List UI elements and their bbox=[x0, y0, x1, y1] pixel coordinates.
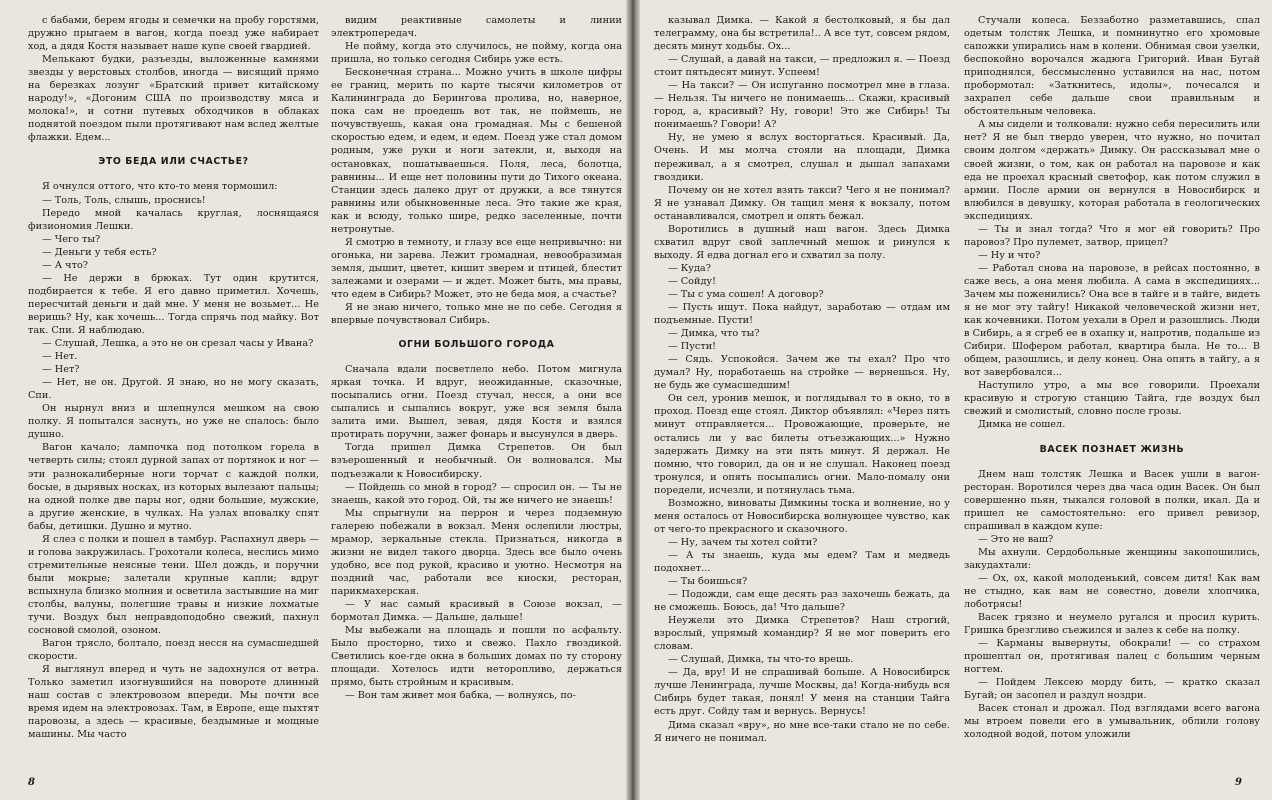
column-3 bbox=[654, 14, 950, 784]
paragraph: — Сойду! bbox=[668, 275, 717, 287]
paragraph: — Карманы вывернуты, обокрали! — со страхом прошептал он, протягивая палец с большим черным ногтем. bbox=[964, 638, 1260, 676]
section-heading: ВАСЕК ПОЗНАЕТ ЖИЗНЬ bbox=[1039, 443, 1185, 455]
column-4 bbox=[964, 14, 1260, 784]
paragraph: Я очнулся оттого, что кто-то меня тормошил: bbox=[42, 181, 278, 193]
paragraph: — Пойдем Лексею морду бить, — кратко сказал Бугай; он засопел и раздул ноздри. bbox=[964, 677, 1260, 702]
paragraph: Мы выбежали на площадь и пошли по асфальту. Было просторно, тихо и свежо. Пахло гвоздикой. Светились кое-где окна в больших домах по ту сторону площади. Хотелось идти неторопливо, держаться прямо, быть стройным и красивым. bbox=[331, 625, 622, 689]
paragraph: — Ну, зачем ты хотел сойти? bbox=[668, 536, 818, 548]
paragraph: с бабами, берем ягоды и семечки на пробу горстями, дружно прыгаем в вагон, когда поезд уже набирает ход, а дядя Костя называет наше купе своей гвардией. bbox=[28, 15, 319, 53]
paragraph: — Вон там живет моя бабка, — волнуясь, по- bbox=[345, 690, 576, 702]
paragraph: Я выглянул вперед и чуть не задохнулся от ветра. Только заметил изогнувшийся на повороте длинный наш состав с электровозом впереди. Мы почти все время идем на электровозах. Там, в Европе, еще пыхтят паровозы, а здесь — красивые, бездымные и мощные машины. Мы часто bbox=[28, 664, 319, 741]
paragraph: — Это не ваш? bbox=[978, 533, 1054, 545]
book-gutter bbox=[626, 0, 640, 800]
paragraph: Наступило утро, а мы все говорили. Проехали красивую и строгую станцию Тайга, где воздух был свежий и смолистый, словно после грозы. bbox=[964, 380, 1260, 418]
column-2 bbox=[331, 14, 622, 784]
paragraph: — Ты с ума сошел! А договор? bbox=[668, 288, 824, 300]
paragraph: — Нет, не он. Другой. Я знаю, но не могу сказать, Спи. bbox=[28, 377, 319, 402]
paragraph: — Ты и знал тогда? Что я мог ей говорить? Про паровоз? Про пулемет, затвор, прицел? bbox=[964, 223, 1260, 248]
paragraph: — Нет? bbox=[42, 364, 80, 376]
paragraph: казывал Димка. — Какой я бестолковый, я бы дал телеграмму, она бы встретила!.. А все тут, совсем рядом, десять минут ходьбы. Ох... bbox=[654, 15, 950, 53]
section-heading: ОГНИ БОЛЬШОГО ГОРОДА bbox=[398, 339, 555, 351]
paragraph: — А ты знаешь, куда мы едем? Там и медведь подохнет... bbox=[654, 549, 950, 574]
paragraph: Днем наш толстяк Лешка и Васек ушли в вагон-ресторан. Воротился через два часа один Васек. Он был совершенно пьян, тыкался головой в полки, икал. Да и пришел не самостоятельно: его привел ревизор, спрашивал в каждом купе: bbox=[964, 468, 1260, 532]
paragraph: Неужели это Димка Стрепетов? Наш строгий, взрослый, упрямый командир? Я не мог поверить его словам. bbox=[654, 615, 950, 653]
paragraph: — Слушай, а давай на такси, — предложил я. — Поезд стоит пятьдесят минут. Успеем! bbox=[654, 54, 950, 79]
paragraph: — Димка, что ты? bbox=[668, 328, 760, 340]
right-page bbox=[636, 0, 1272, 800]
paragraph: Сначала вдали посветлело небо. Потом мигнула яркая точка. И вдруг, неожиданные, сказочные, посыпались огни. Поезд стучал, несся, а они все сыпались и сыпались вокруг, уже вся земля была залита ими. Вышел, зевая, дядя Костя и взялся протирать поручни, зажег фонарь и высунулся в дверь. bbox=[331, 364, 622, 441]
paragraph: Возможно, виноваты Димкины тоска и волнение, но у меня осталось от Новосибирска волнующее чувство, как от чего-то прекрасного и сказочного. bbox=[654, 497, 950, 535]
paragraph: Вагон качало; лампочка под потолком горела в четверть силы; стоял дурной запах от портянок и ног — эти разнокалиберные ноги торчат с каждой полки, босые, в дырявых носках, из которых вылезают пальцы; на одной полке две пары ног, одни большие, мужские, а другие женские, в чулках. На узлах вповалку спят бабы, детишки. Душно и мутно. bbox=[28, 442, 319, 532]
paragraph: Васек грязно и неумело ругался и просил курить. Гришка брезгливо съежился и залез к себе на полку. bbox=[964, 612, 1260, 637]
section-heading: ЭТО БЕДА ИЛИ СЧАСТЬЕ? bbox=[98, 156, 249, 168]
paragraph: Ну, не умею я вслух восторгаться. Красивый. Да, Очень. И мы молча стояли на площади, Димка переживал, а я смотрел, слушал и дышал запахами гвоздики. bbox=[654, 132, 950, 183]
paragraph: — Деньги у тебя есть? bbox=[42, 246, 157, 258]
paragraph: Передо мной качалась круглая, лоснящаяся физиономия Лешки. bbox=[28, 207, 319, 232]
paragraph: — Да, вру! И не спрашивай больше. А Новосибирск лучше Ленинграда, лучше Москвы, да! Когда-нибудь вся Сибирь будет такая, понял! У меня на станции Тайга есть друг. Сойду там и вернусь. Вернусь! bbox=[654, 667, 950, 718]
paragraph: Дима сказал «вру», но мне все-таки стало не по себе. Я ничего не понимал. bbox=[654, 719, 950, 744]
paragraph: — Пусти! bbox=[668, 341, 717, 353]
paragraph: — Не держи в брюках. Тут один крутится, подбирается к тебе. Я его давно приметил. Хочешь, пересчитай деньги и дай мне. У меня не возьмет... Не веришь? Ну, как хочешь... Тогда спрячь под майку. Вот так. Спи. Я наблюдаю. bbox=[28, 272, 319, 336]
paragraph: Вагон трясло, болтало, поезд несся на сумасшедшей скорости. bbox=[28, 638, 319, 663]
paragraph: Я слез с полки и пошел в тамбур. Распахнул дверь — и голова закружилась. Грохотали колеса, неслись мимо стремительные неясные тени. Шел дождь, и поручни были мокрые; залетали крупные капли; вдруг вспыхнула близко молния и осветила застывшие на миг столбы, валуны, полегшие травы и низкие лохматые тучи. Воздух был неправдоподобно свежий, пахнул сосновой смолой, озоном. bbox=[28, 533, 319, 637]
paragraph: — На такси? — Он испуганно посмотрел мне в глаза. — Нельзя. Ты ничего не понимаешь... Скажи, красивый город, а, красивый? Ну, говори! Это же Сибирь! Ты понимаешь? Говори! А? bbox=[654, 80, 950, 131]
paragraph: Я смотрю в темноту, и глазу все еще непривычно: ни огонька, ни зарева. Лежит громадная, невообразимая земля, дышит, цветет, кишит зверем и птицей, блестит залежами и озерами — и ждет. Может быть, мы правы, что едем в Сибирь? Может, это не беда моя, а счастье? bbox=[331, 236, 622, 300]
paragraph: — Ну и что? bbox=[978, 249, 1041, 261]
paragraph: — Подожди, сам еще десять раз захочешь бежать, да не сможешь. Боюсь, да! Что дальше? bbox=[654, 589, 950, 614]
paragraph: — Ох, ох, какой молоденький, совсем дитя! Как вам не стыдно, как вам не совестно, довели хлопчика, лоботрясы! bbox=[964, 572, 1260, 610]
paragraph: Он сел, уронив мешок, и поглядывал то в окно, то в проход. Поезд еще стоял. Диктор объявлял: «Через пять минут отправляется... Провожающие, проверьте, не остались ли у вас билеты отъезжающих...» Нужно задержать Димку на эти пять минут. Я держал. Не помню, что говорил, да он и не слушал. Наконец поезд тронулся, и опять посыпались огни. Мало-помалу они поредели, исчезли, и потянулась тьма. bbox=[654, 393, 950, 496]
paragraph: А мы сидели и толковали: нужно себя пересилить или нет? Я не был твердо уверен, что нужно, но почитал своим долгом «держать» Димку. Он рассказывал мне о своей жизни, о том, как он работал на паровозе и как еда не проехал красный светофор, как потом служил в армии. После армии он вернулся в Новосибирск и влюбился в девушку, которая работала в геологических экспедициях. bbox=[964, 119, 1260, 222]
paragraph: Почему он не хотел взять такси? Чего я не понимал? Я не узнавал Димку. Он тащил меня к вокзалу, потом останавливался, смотрел и опять бежал. bbox=[654, 184, 950, 222]
paragraph: — Нет. bbox=[42, 351, 78, 363]
paragraph: — Пусть ищут. Пока найдут, заработаю — отдам им подъемные. Пусти! bbox=[654, 302, 950, 327]
left-page bbox=[0, 0, 628, 800]
paragraph: — Чего ты? bbox=[42, 233, 101, 245]
paragraph: Васек стонал и дрожал. Под взглядами всего вагона мы втроем повели его в умывальник, облили голову холодной водой, потом уложили bbox=[964, 703, 1260, 741]
paragraph: — Ты боишься? bbox=[668, 576, 748, 588]
paragraph: Тогда пришел Димка Стрепетов. Он был взъерошенный и необычный. Он волновался. Мы подъезжали к Новосибирску. bbox=[331, 442, 622, 480]
paragraph: — Сядь. Успокойся. Зачем же ты ехал? Про что думал? Ну, поработаешь на стройке — вернешься. Ну, не будь же сумасшедшим! bbox=[654, 354, 950, 392]
paragraph: — Работал снова на паровозе, в рейсах постоянно, в саже весь, а она меня любила. А сама в экспедициях... Зачем мы поженились? Она все в тайге и в тайге, видеть я не мог эту тайгу! Никакой человеческой жизни нет, как кочевники. Потом уехали в Орел и разошлись. Люди в Сибирь, а я сгреб ее в охапку и, напротив, подальше из Сибири. Шофером работал, квартира была. Не то... В общем, разошлись, и делу конец. Она опять в тайгу, а я вот завербовался... bbox=[964, 262, 1260, 379]
paragraph: — Пойдешь со мной в город? — спросил он. — Ты не знаешь, какой это город. Ой, ты же ничего не знаешь! bbox=[331, 481, 622, 506]
paragraph: Мы ахнули. Сердобольные женщины закопошились, закудахтали: bbox=[964, 546, 1260, 571]
paragraph: — Слушай, Лешка, а это не он срезал часы у Ивана? bbox=[42, 338, 314, 350]
paragraph: Бесконечная страна... Можно учить в школе цифры ее границ, мерить по карте тысячи километров от Калининграда до Берингова пролива, но, наверное, пока сам не проедешь вот так, не поймешь, не почувствуешь, какая она громадная. Мы с бешеной скоростью едем, и едем, и едем. Поезд уже стал домом родным, уже руки и ноги затекли, и, выходя на остановках, пошатываешься. Поля, леса, болотца, равнины... И еще нет половины пути до Тихого океана. Станции здесь далеко друг от дружки, а все тянутся равнины или обыкновенные леса. Это такие же края, как и всюду, только шире, редко заселенные, почти нетронутые. bbox=[331, 67, 622, 235]
paragraph: Он нырнул вниз и шлепнулся мешком на свою полку. Я попытался заснуть, но уже не спалось: было душно. bbox=[28, 403, 319, 441]
paragraph: Мелькают будки, разъезды, выложенные камнями звезды у верстовых столбов, иногда — висящий прямо на березках лозунг «Братский привет китайскому народу!», «Догоним США по производству мяса и молока!», и сотни путевых обходчиков в облаках поднятой поездом пыли протягивают нам вслед желтые флажки. Едем... bbox=[28, 54, 319, 144]
paragraph: — А что? bbox=[42, 259, 88, 271]
paragraph: Не пойму, когда это случилось, не пойму, когда она пришла, но только сегодня Сибирь уже есть. bbox=[331, 41, 622, 66]
paragraph: Стучали колеса. Беззаботно разметавшись, спал одетым толстяк Лешка, и помнинутно его хромовые сапожки упирались нам в колени. Обнимая свои узелки, беспокойно ворочался жадюга Григорий. Иван Бугай приподнялся, бессмысленно уставился на нас, потом пробормотал: «Заткнитесь, идолы», почесался и захрапел себе дальше свои правильным и обстоятельным человека. bbox=[964, 15, 1260, 118]
page-number-right: 9 bbox=[1235, 777, 1242, 788]
paragraph: — Толь, Толь, слышь, проснись! bbox=[42, 194, 206, 206]
page-number-left: 8 bbox=[28, 777, 35, 788]
paragraph: видим реактивные самолеты и линии электропередач. bbox=[331, 15, 622, 40]
paragraph: — У нас самый красивый в Союзе вокзал, — бормотал Димка. — Дальше, дальше! bbox=[331, 598, 622, 624]
paragraph: Димка не сошел. bbox=[978, 419, 1066, 431]
paragraph: — Слушай, Димка, ты что-то врешь. bbox=[668, 654, 854, 666]
column-1 bbox=[28, 14, 319, 784]
paragraph: Я не знаю ничего, только мне не по себе. Сегодня я впервые почувствовал Сибирь. bbox=[331, 302, 622, 327]
paragraph: — Куда? bbox=[668, 262, 711, 274]
paragraph: Воротились в душный наш вагон. Здесь Димка схватил вдруг свой заплечный мешок и ринулся к выходу. Я едва догнал его и схватил за полу. bbox=[654, 223, 950, 261]
paragraph: Мы спрыгнули на перрон и через подземную галерею побежали в вокзал. Меня ослепили люстры, мрамор, зеркальные стекла. Признаться, никогда в жизни не видел такого дворца. Здесь все было очень удобно, все под рукой, красиво и уютно. Несмотря на поздний час, работали все киоски, ресторан, парикмахерская. bbox=[331, 507, 622, 597]
